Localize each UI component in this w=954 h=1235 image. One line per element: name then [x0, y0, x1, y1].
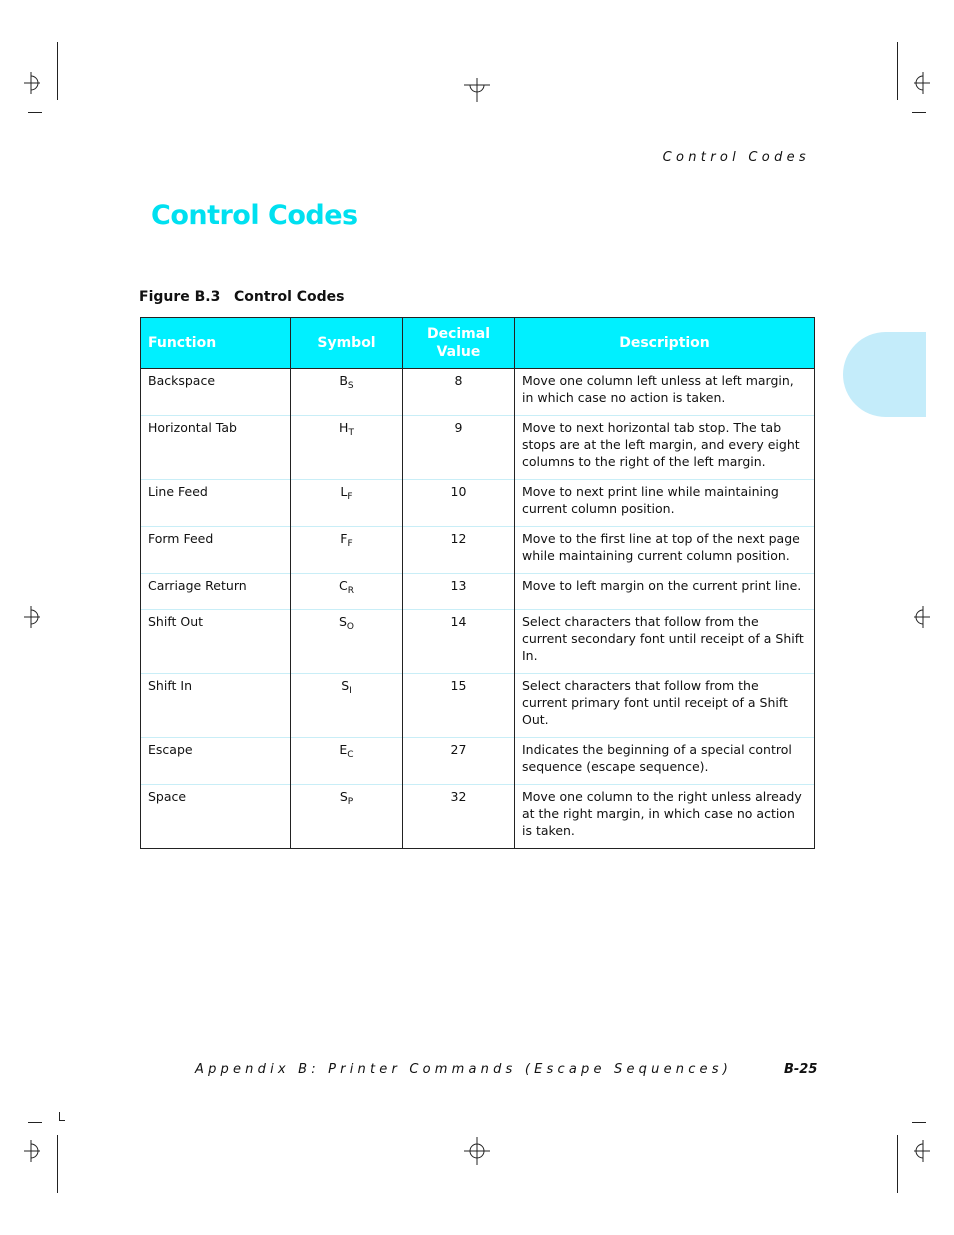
- crop-mark: [912, 1122, 926, 1123]
- table-row: [141, 369, 815, 416]
- registration-mark: [464, 1137, 490, 1165]
- symbol-cell: $E_C$: [291, 738, 403, 785]
- symbol-cell: $S_O$: [291, 610, 403, 674]
- crop-mark: [28, 112, 42, 113]
- description-cell: Indicates the beginning of a special control sequence (escape sequence).: [515, 738, 815, 785]
- registration-mark: [24, 1140, 46, 1162]
- description-cell: Select characters that follow from the current primary font until receipt of a Shift Out.: [515, 674, 815, 738]
- description-cell: Move one column left unless at left margin, in which case no action is taken.: [515, 369, 815, 416]
- decimal-cell: 32: [403, 785, 515, 849]
- table-row: [141, 738, 815, 785]
- page-title: Control Codes: [151, 200, 358, 231]
- header-decimal-line1: Decimal: [426, 326, 491, 342]
- decimal-cell: 13: [403, 574, 515, 610]
- table-row: [141, 416, 815, 480]
- header-description: Description: [515, 318, 815, 369]
- description-cell: Move to the first line at top of the next page while maintaining current column position.: [515, 527, 815, 574]
- crop-mark: [897, 42, 898, 100]
- function-cell: Carriage Return: [141, 574, 291, 610]
- registration-mark: [908, 606, 930, 628]
- function-cell: Escape: [141, 738, 291, 785]
- description-cell: Move to next horizontal tab stop. The tab stops are at the left margin, and every eight columns to the right of the left margin.: [515, 416, 815, 480]
- symbol-cell: $B_S$: [291, 369, 403, 416]
- registration-mark: [908, 72, 930, 94]
- symbol-cell: $F_F$: [291, 527, 403, 574]
- function-cell: Shift In: [141, 674, 291, 738]
- running-head: Control Codes: [662, 150, 810, 165]
- description-cell: Move to next print line while maintaining current column position.: [515, 480, 815, 527]
- table-row: [141, 527, 815, 574]
- table-header-row: [141, 318, 815, 369]
- figure-title: Control Codes: [234, 289, 345, 305]
- crop-mark: [912, 112, 926, 113]
- registration-mark: [464, 78, 490, 102]
- function-cell: Line Feed: [141, 480, 291, 527]
- decimal-cell: 9: [403, 416, 515, 480]
- header-decimal: [403, 318, 515, 369]
- decimal-cell: 14: [403, 610, 515, 674]
- registration-mark: [24, 606, 46, 628]
- crop-mark: [28, 1122, 42, 1123]
- table-row: [141, 610, 815, 674]
- symbol-cell: $L_F$: [291, 480, 403, 527]
- description-cell: Move to left margin on the current print line.: [515, 574, 815, 610]
- symbol-cell: $S_P$: [291, 785, 403, 849]
- registration-mark: [908, 1140, 930, 1162]
- decimal-cell: 10: [403, 480, 515, 527]
- section-tab: [843, 332, 926, 417]
- table-row: [141, 674, 815, 738]
- symbol-cell: $S_I$: [291, 674, 403, 738]
- description-cell: Select characters that follow from the current secondary font until receipt of a Shift In.: [515, 610, 815, 674]
- footer-text: Appendix B: Printer Commands (Escape Sequences): [194, 1062, 732, 1077]
- function-cell: Horizontal Tab: [141, 416, 291, 480]
- table-row: [141, 785, 815, 849]
- registration-mark: [24, 72, 46, 94]
- description-cell: Move one column to the right unless already at the right margin, in which case no action is taken.: [515, 785, 815, 849]
- decimal-cell: 15: [403, 674, 515, 738]
- table-row: [141, 574, 815, 610]
- function-cell: Shift Out: [141, 610, 291, 674]
- decimal-cell: 27: [403, 738, 515, 785]
- figure-caption: [139, 289, 345, 305]
- control-codes-table: [140, 317, 815, 849]
- table-row: [141, 480, 815, 527]
- crop-mark: [897, 1135, 898, 1193]
- function-cell: Backspace: [141, 369, 291, 416]
- function-cell: Form Feed: [141, 527, 291, 574]
- page-number: B-25: [784, 1062, 818, 1077]
- decimal-cell: 8: [403, 369, 515, 416]
- symbol-cell: $H_T$: [291, 416, 403, 480]
- crop-mark: [59, 1120, 65, 1121]
- crop-mark: [57, 1135, 58, 1193]
- decimal-cell: 12: [403, 527, 515, 574]
- figure-number: Figure B.3: [139, 289, 221, 305]
- header-function: Function: [141, 318, 291, 369]
- header-symbol: Symbol: [291, 318, 403, 369]
- header-decimal-line2: Value: [436, 344, 481, 360]
- crop-mark: [59, 1112, 60, 1120]
- symbol-cell: $C_R$: [291, 574, 403, 610]
- function-cell: Space: [141, 785, 291, 849]
- crop-mark: [57, 42, 58, 100]
